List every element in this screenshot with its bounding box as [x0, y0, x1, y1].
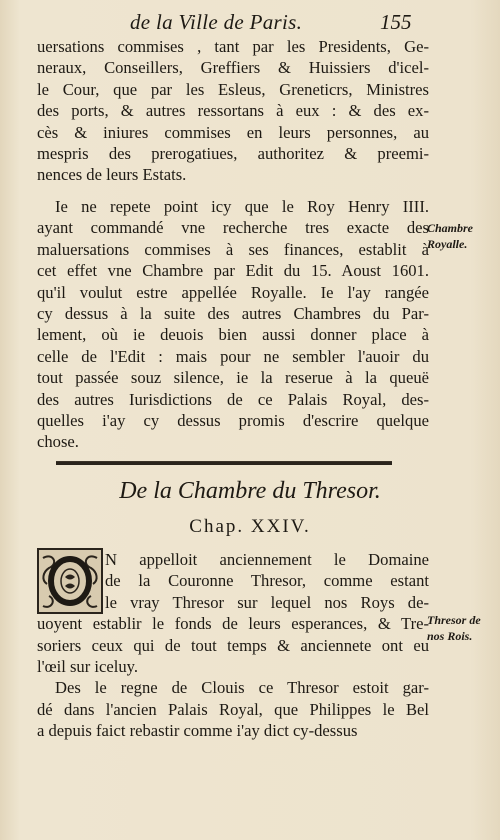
text-line: maluersations commises à ses finances, establit à: [37, 239, 429, 259]
text-line: Des le regne de Clouis ce Thresor estoit gar-: [55, 678, 429, 698]
margin-note-thresor: [427, 612, 481, 644]
text-line: quelles i'ay cy dessus promis d'escrire quelque: [37, 410, 429, 430]
text-line: uoyent establir le fonds de leurs esperances, & Tre-: [37, 614, 429, 634]
text-line: chose.: [37, 432, 79, 452]
text-line: des ports, & autres ressortans à eux : & des ex-: [37, 101, 429, 121]
running-head: de la Ville de Paris.: [130, 10, 303, 34]
text-line: celle de l'Edit : mais pour ne sembler l'auoir du: [37, 346, 429, 366]
text-line: soriers ceux qui de tout temps & anciennete ont eu: [37, 635, 429, 655]
margin-note-line: nos Rois.: [427, 629, 473, 643]
chapter-body: [37, 549, 429, 742]
margin-note-line: Royalle.: [427, 237, 468, 251]
text-line: neraux, Conseillers, Greffiers & Huissiers d'icel-: [37, 58, 429, 78]
text-line: mespris des prerogatiues, authoritez & preemi-: [37, 143, 429, 163]
paragraph-continuation: [37, 36, 429, 186]
text-line: le Cour, que par les Esleus, Greneticrs, Ministres: [37, 79, 429, 99]
margin-note-line: Thresor de: [427, 613, 481, 627]
margin-note-line: Chambre: [427, 221, 474, 235]
text-line: cès & iniures commises en leurs personnes, au: [37, 122, 429, 142]
text-line: N appelloit anciennement le Domaine: [105, 550, 429, 569]
text-line: cet effet vne Chambre par Edit du 15. Aoust 1601.: [37, 261, 429, 281]
text-line: ayant commandé vne recherche tres exacte des: [37, 218, 429, 238]
text-line: le vray Thresor sur lequel nos Roys de-: [105, 592, 429, 612]
text-line: nences de leurs Estats.: [37, 165, 187, 185]
text-line: de la Couronne Thresor, comme estant: [105, 571, 429, 591]
paragraph-chambre-royalle: [37, 196, 429, 453]
text-line: tout passée souz silence, ie la reserue à la queuë: [37, 368, 429, 388]
text-line: des autres Iurisdictions de ce Palais Royal, des-: [37, 389, 429, 409]
text-line: l'œil sur iceluy.: [37, 656, 138, 676]
text-line: cy dessus à la suite des autres Chambres du Par-: [37, 303, 429, 323]
page-header: [0, 6, 500, 36]
chapter-title: De la Chambre du Thresor.: [119, 478, 381, 504]
text-line: a depuis faict rebastir comme i'ay dict cy-dessus: [37, 721, 358, 741]
chapter-number: Chap. XXIV.: [189, 516, 311, 537]
text-line: dé dans l'ancien Palais Royal, que Philippes le Bel: [37, 699, 429, 719]
text-line: uersations commises , tant par les Presidents, Ge-: [37, 37, 429, 56]
text-line: lement, où ie deuois bien aussi donner place à: [37, 325, 429, 345]
text-line: Ie ne repete point icy que le Roy Henry IIII.: [55, 197, 429, 216]
page-number: 155: [380, 10, 412, 34]
text-line: qu'il voulut estre appellée Royalle. Ie l'ay rangée: [37, 282, 429, 302]
margin-note-chambre-royalle: [427, 220, 473, 252]
section-divider: [56, 461, 392, 465]
